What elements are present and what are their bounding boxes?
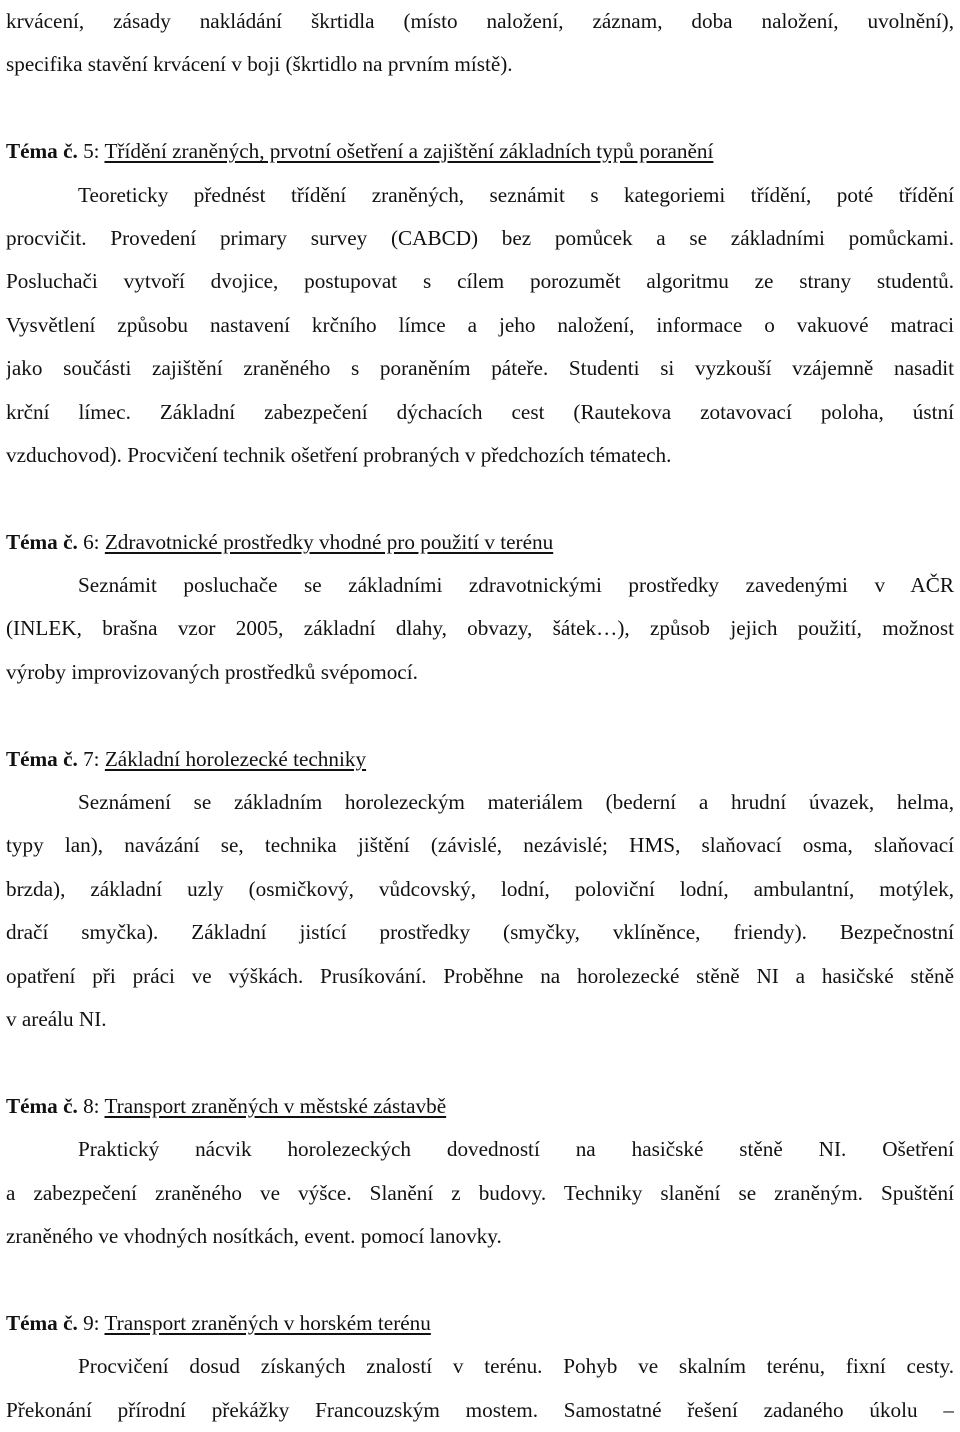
text-line: specifika stavění krvácení v boji (škrtidlo na prvním místě). (6, 52, 513, 77)
topic-title: Transport zraněných v městské zástavbě (104, 1093, 447, 1118)
text-line: dračí smyčka). Základní jistící prostředky (smyčky, vklíněnce, friendy). Bezpečnostní (6, 920, 954, 945)
topic-section-7 (6, 738, 954, 1042)
text-line: krvácení, zásady nakládání škrtidla (místo naložení, záznam, doba naložení, uvolnění), (6, 9, 954, 33)
text-line: krční límec. Základní zabezpečení dýchacích cest (Rautekova zotavovací poloha, ústní (6, 399, 954, 424)
topic-number: 9: (83, 1310, 100, 1335)
text-line: jako součásti zajištění zraněného s poraněním páteře. Studenti si vyzkouší vzájemně nasadit (6, 356, 954, 381)
topic-label: Téma č. (6, 1093, 78, 1118)
topic-section-6 (6, 521, 954, 695)
text-line: Procvičení dosud získaných znalostí v terénu. Pohyb ve skalním terénu, fixní cesty. (78, 1354, 954, 1379)
text-line: Posluchači vytvoří dvojice, postupovat s cílem porozumět algoritmu ze strany studentů. (6, 269, 954, 294)
topic-number: 6: (83, 529, 100, 554)
text-line: (INLEK, brašna vzor 2005, základní dlahy, obvazy, šátek…), způsob jejich použití, možnost (6, 616, 954, 641)
topic-number: 8: (83, 1093, 100, 1118)
text-line: vzduchovod). Procvičení technik ošetření probraných v předchozích tématech. (6, 442, 672, 467)
intro-paragraph (6, 0, 954, 87)
text-line: v areálu NI. (6, 1006, 107, 1031)
topic-label: Téma č. (6, 529, 78, 554)
document-page (6, 0, 954, 1432)
topic-heading (6, 1085, 954, 1128)
topic-label: Téma č. (6, 139, 78, 164)
text-line: typy lan), navázání se, technika jištění (závislé, nezávislé; HMS, slaňovací osma, slaňovací (6, 833, 954, 858)
text-line: a zabezpečení zraněného ve výšce. Slanění z budovy. Techniky slanění se zraněným. Spuštění (6, 1180, 954, 1205)
text-line: Vysvětlení způsobu nastavení krčního límce a jeho naložení, informace o vakuové matraci (6, 312, 954, 337)
text-line: Seznámit posluchače se základními zdravotnickými prostředky zavedenými v AČR (78, 573, 954, 598)
topic-heading (6, 1302, 954, 1345)
text-line: procvičit. Provedení primary survey (CABCD) bez pomůcek a se základními pomůckami. (6, 225, 954, 250)
text-line: Praktický nácvik horolezeckých dovedností na hasičské stěně NI. Ošetření (78, 1137, 954, 1162)
topic-section-9 (6, 1302, 954, 1432)
text-line: opatření při práci ve výškách. Prusíkování. Proběhne na horolezecké stěně NI a hasičské stěně (6, 963, 954, 988)
text-line: výroby improvizovaných prostředků svépomocí. (6, 659, 418, 684)
topic-heading (6, 521, 954, 564)
topic-number: 5: (83, 139, 100, 164)
topic-label: Téma č. (6, 746, 78, 771)
topic-heading (6, 738, 954, 781)
topic-title: Zdravotnické prostředky vhodné pro použití v terénu (104, 529, 554, 554)
text-line: zraněného ve vhodných nosítkách, event. pomocí lanovky. (6, 1223, 502, 1248)
topic-label: Téma č. (6, 1310, 78, 1335)
topic-heading (6, 130, 954, 173)
topic-number: 7: (83, 746, 100, 771)
topic-title: Třídění zraněných, prvotní ošetření a zajištění základních typů poranění (104, 139, 714, 164)
topic-section-5 (6, 130, 954, 477)
text-line: Seznámení se základním horolezeckým materiálem (bederní a hrudní úvazek, helma, (78, 790, 954, 815)
topic-title: Transport zraněných v horském terénu (104, 1310, 431, 1335)
topic-title: Základní horolezecké techniky (104, 746, 367, 771)
text-line: brzda), základní uzly (osmičkový, vůdcovský, lodní, poloviční lodní, ambulantní, motýlek, (6, 876, 954, 901)
topic-section-8 (6, 1085, 954, 1259)
text-line: Překonání přírodní překážky Francouzským mostem. Samostatné řešení zadaného úkolu – (6, 1397, 954, 1422)
text-line: Teoreticky přednést třídění zraněných, seznámit s kategoriemi třídění, poté třídění (78, 182, 954, 207)
